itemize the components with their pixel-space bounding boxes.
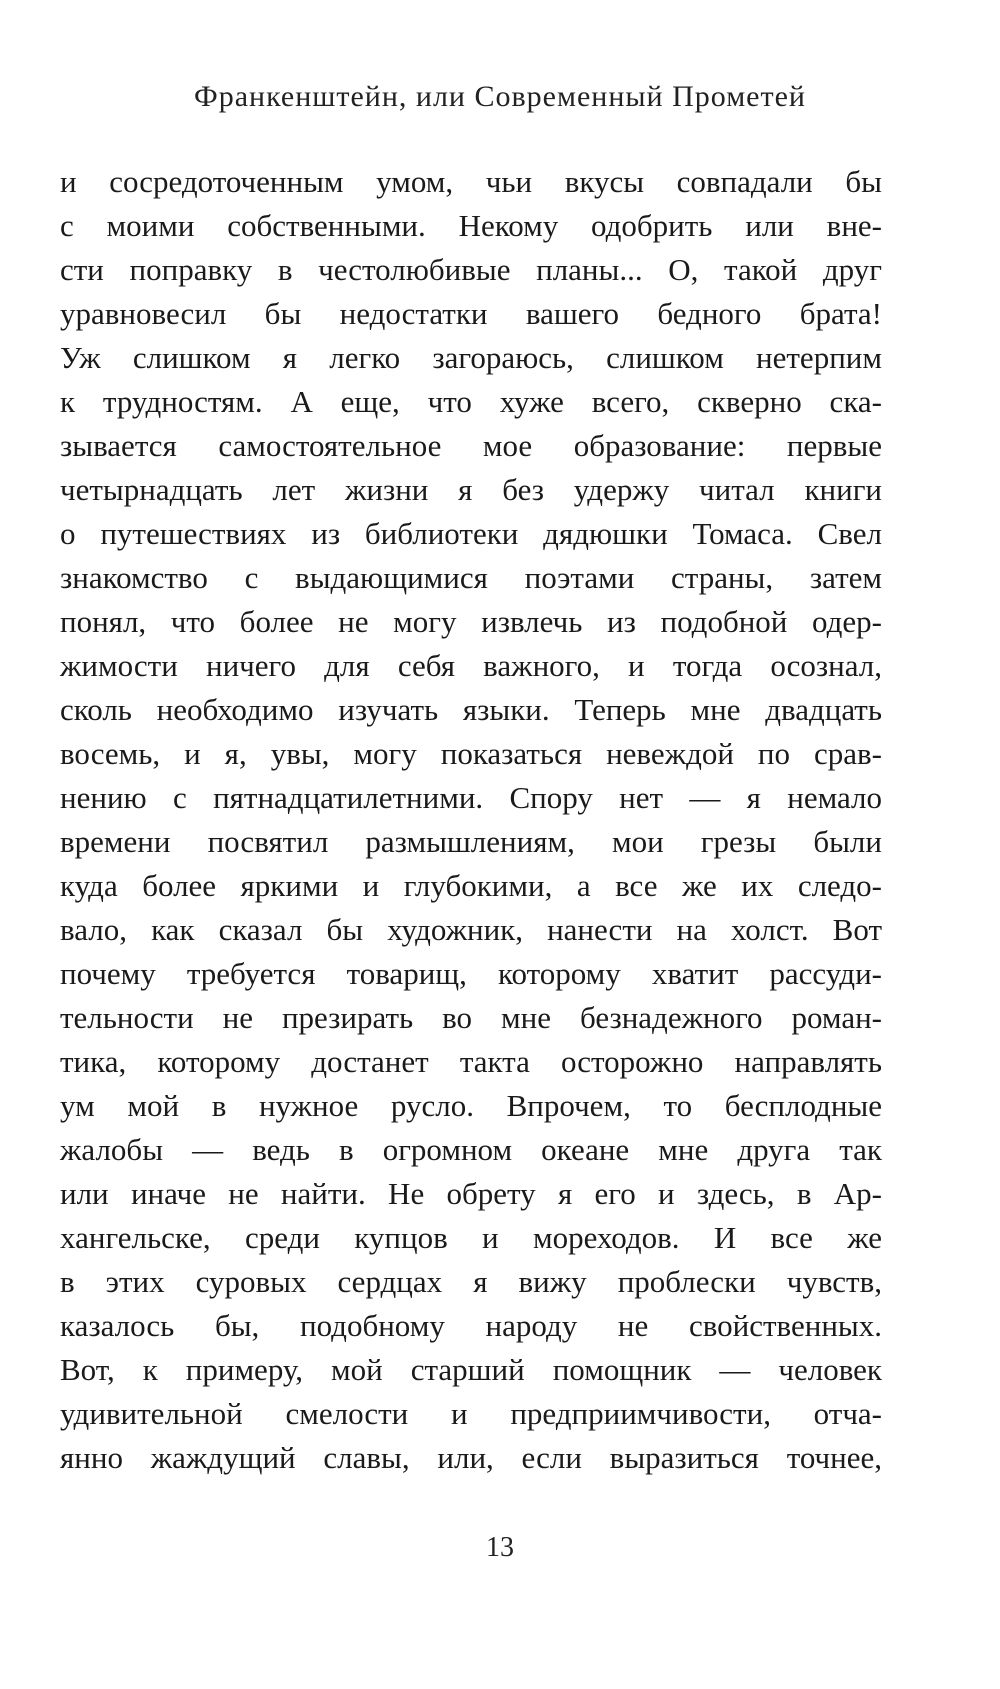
text-line: жимости ничего для себя важного, и тогда осознал, xyxy=(60,648,882,683)
text-line: Уж слишком я легко загораюсь, слишком нетерпим xyxy=(60,340,882,375)
text-line: почему требуется товарищ, которому хватит рассуди- xyxy=(60,956,882,991)
page-number: 13 xyxy=(486,1532,514,1563)
text-line: с моими собственными. Некому одобрить или вне- xyxy=(60,208,882,243)
text-line: Вот, к примеру, мой старший помощник — человек xyxy=(60,1352,882,1387)
text-line: или иначе не найти. Не обрету я его и здесь, в Ар- xyxy=(60,1176,882,1211)
text-line: куда более яркими и глубокими, а все же их следо- xyxy=(60,868,882,903)
text-line: янно жаждущий славы, или, если выразиться точнее, xyxy=(60,1440,882,1475)
text-line: вало, как сказал бы художник, нанести на холст. Вот xyxy=(60,912,882,947)
text-line: о путешествиях из библиотеки дядюшки Томаса. Свел xyxy=(60,516,882,551)
text-line: зывается самостоятельное мое образование: первые xyxy=(60,428,882,463)
text-line: нению с пятнадцатилетними. Спору нет — я немало xyxy=(60,780,882,815)
text-line: к трудностям. А еще, что хуже всего, скверно ска- xyxy=(60,384,882,419)
text-line: казалось бы, подобному народу не свойственных. xyxy=(60,1308,882,1343)
text-line: тика, которому достанет такта осторожно направлять xyxy=(60,1044,882,1079)
text-line: сти поправку в честолюбивые планы... О, такой друг xyxy=(60,252,882,287)
text-line: ум мой в нужное русло. Впрочем, то бесплодные xyxy=(60,1088,882,1123)
text-line: знакомство с выдающимися поэтами страны, затем xyxy=(60,560,882,595)
text-line: и сосредоточенным умом, чьи вкусы совпадали бы xyxy=(60,164,882,199)
text-line: восемь, и я, увы, могу показаться невеждой по срав- xyxy=(60,736,882,771)
text-line: хангельске, среди купцов и мореходов. И все же xyxy=(60,1220,882,1255)
text-line: сколь необходимо изучать языки. Теперь мне двадцать xyxy=(60,692,882,727)
text-line: понял, что более не могу извлечь из подобной одер- xyxy=(60,604,882,639)
text-line: четырнадцать лет жизни я без удержу читал книги xyxy=(60,472,882,507)
text-line: в этих суровых сердцах я вижу проблески чувств, xyxy=(60,1264,882,1299)
text-line: жалобы — ведь в огромном океане мне друга так xyxy=(60,1132,882,1167)
text-line: времени посвятил размышлениям, мои грезы были xyxy=(60,824,882,859)
body-text xyxy=(60,160,882,1480)
text-line: тельности не презирать во мне безнадежного роман- xyxy=(60,1000,882,1035)
running-head: Франкенштейн, или Современный Прометей xyxy=(194,80,806,113)
text-line: уравновесил бы недостатки вашего бедного брата! xyxy=(60,296,882,331)
text-line: удивительной смелости и предприимчивости, отча- xyxy=(60,1396,882,1431)
